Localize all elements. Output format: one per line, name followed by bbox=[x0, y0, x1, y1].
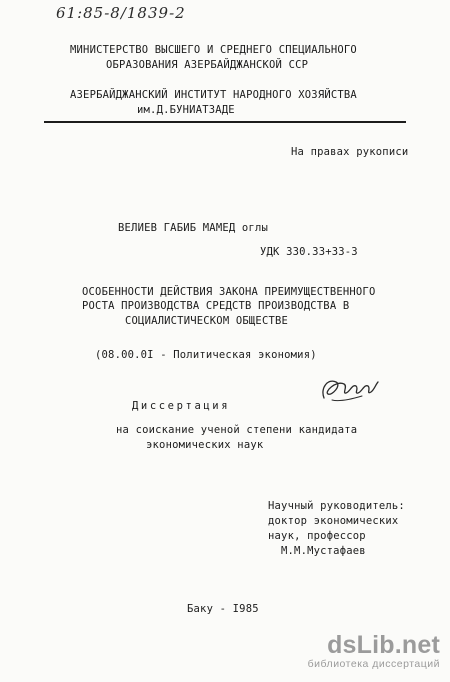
ministry-line-2: ОБРАЗОВАНИЯ АЗЕРБАЙДЖАНСКОЙ ССР bbox=[106, 59, 309, 71]
handwritten-signature bbox=[318, 372, 382, 406]
supervisor-name: М.М.Мустафаев bbox=[281, 545, 366, 557]
supervisor-title-line-1: доктор экономических bbox=[268, 515, 399, 527]
degree-line-2: экономических наук bbox=[146, 439, 264, 451]
supervisor-heading: Научный руководитель: bbox=[268, 500, 405, 512]
supervisor-title-line-2: наук, профессор bbox=[268, 530, 366, 542]
document-type: Диссертация bbox=[132, 400, 231, 412]
dissertation-title-line-1: ОСОБЕННОСТИ ДЕЙСТВИЯ ЗАКОНА ПРЕИМУЩЕСТВЕННОГО bbox=[82, 286, 376, 298]
handwritten-archive-number: 61:85-8/1839-2 bbox=[56, 4, 186, 22]
dslib-watermark bbox=[308, 632, 440, 670]
ministry-line-1: МИНИСТЕРСТВО ВЫСШЕГО И СРЕДНЕГО СПЕЦИАЛЬНОГО bbox=[70, 44, 357, 56]
header-divider bbox=[44, 121, 406, 123]
watermark-logo: dsLib.net bbox=[327, 631, 440, 659]
author-name: ВЕЛИЕВ ГАБИБ МАМЕД оглы bbox=[118, 222, 268, 234]
degree-line-1: на соискание ученой степени кандидата bbox=[116, 424, 358, 436]
udc-code: УДК 330.33+33-3 bbox=[260, 246, 358, 258]
dissertation-title-line-2: РОСТА ПРОИЗВОДСТВА СРЕДСТВ ПРОИЗВОДСТВА В bbox=[82, 300, 350, 312]
specialty-code: (08.00.0I - Политическая экономия) bbox=[95, 349, 317, 361]
manuscript-rights-note: На правах рукописи bbox=[291, 146, 409, 158]
city-and-year: Баку - I985 bbox=[187, 603, 259, 615]
institute-line-1: АЗЕРБАЙДЖАНСКИЙ ИНСТИТУТ НАРОДНОГО ХОЗЯЙСТВА bbox=[70, 89, 357, 101]
institute-line-2: им.Д.БУНИАТЗАДЕ bbox=[137, 104, 235, 116]
watermark-subtitle: библиотека диссертаций bbox=[307, 658, 440, 670]
dissertation-title-line-3: СОЦИАЛИСТИЧЕСКОМ ОБЩЕСТВЕ bbox=[125, 315, 289, 327]
